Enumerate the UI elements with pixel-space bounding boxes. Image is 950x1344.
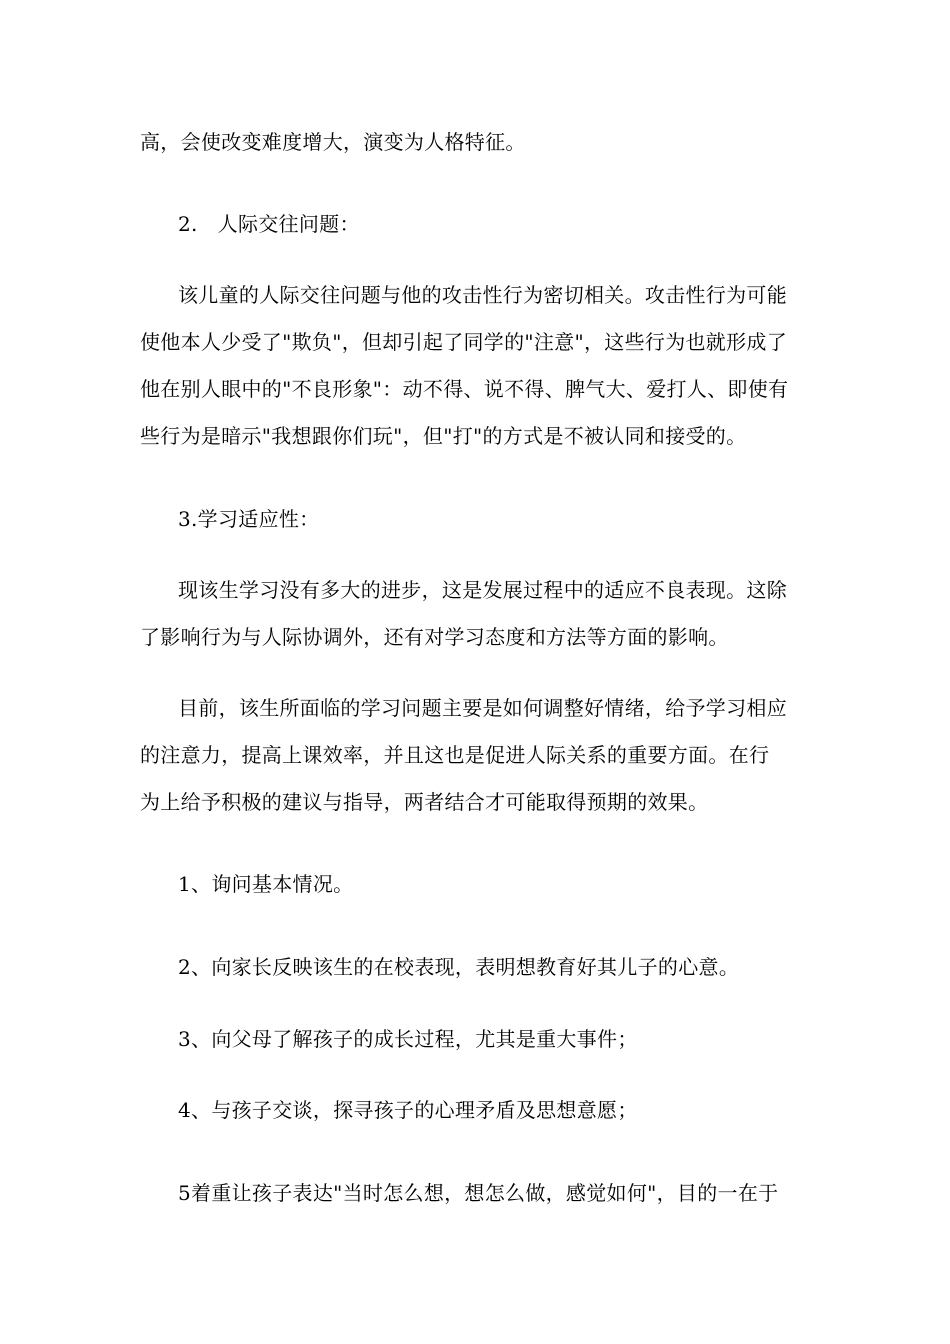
section-heading-interpersonal: 2. 人际交往问题： xyxy=(178,212,360,236)
paragraph-line: 使他本人少受了"欺负"，但却引起了同学的"注意"，这些行为也就形成了 xyxy=(140,330,787,354)
paragraph-line: 些行为是暗示"我想跟你们玩"，但"打"的方式是不被认同和接受的。 xyxy=(140,424,747,448)
paragraph-line: 该儿童的人际交往问题与他的攻击性行为密切相关。攻击性行为可能 xyxy=(178,283,787,307)
paragraph-line: 目前，该生所面临的学习问题主要是如何调整好情绪，给予学习相应 xyxy=(178,696,787,720)
list-item: 2、向家长反映该生的在校表现，表明想教育好其儿子的心意。 xyxy=(178,955,740,979)
paragraph-line: 的注意力，提高上课效率，并且这也是促进人际关系的重要方面。在行 xyxy=(140,743,770,767)
list-item: 4、与孩子交谈，探寻孩子的心理矛盾及思想意愿； xyxy=(178,1098,638,1122)
list-item: 5着重让孩子表达"当时怎么想，想怎么做，感觉如何"，目的一在于 xyxy=(178,1181,779,1205)
list-item: 3、向父母了解孩子的成长过程，尤其是重大事件； xyxy=(178,1027,638,1051)
list-item: 1、询问基本情况。 xyxy=(178,872,354,896)
paragraph-line: 现该生学习没有多大的进步，这是发展过程中的适应不良表现。这除 xyxy=(178,578,787,602)
paragraph-line: 他在别人眼中的"不良形象"：动不得、说不得、脾气大、爱打人、即使有 xyxy=(140,377,789,401)
paragraph-continuation-line: 高，会使改变难度增大，演变为人格特征。 xyxy=(140,130,526,154)
section-heading-learning: 3.学习适应性： xyxy=(178,507,320,531)
paragraph-line: 了影响行为与人际协调外，还有对学习态度和方法等方面的影响。 xyxy=(140,625,729,649)
paragraph-line: 为上给予积极的建议与指导，两者结合才可能取得预期的效果。 xyxy=(140,790,709,814)
